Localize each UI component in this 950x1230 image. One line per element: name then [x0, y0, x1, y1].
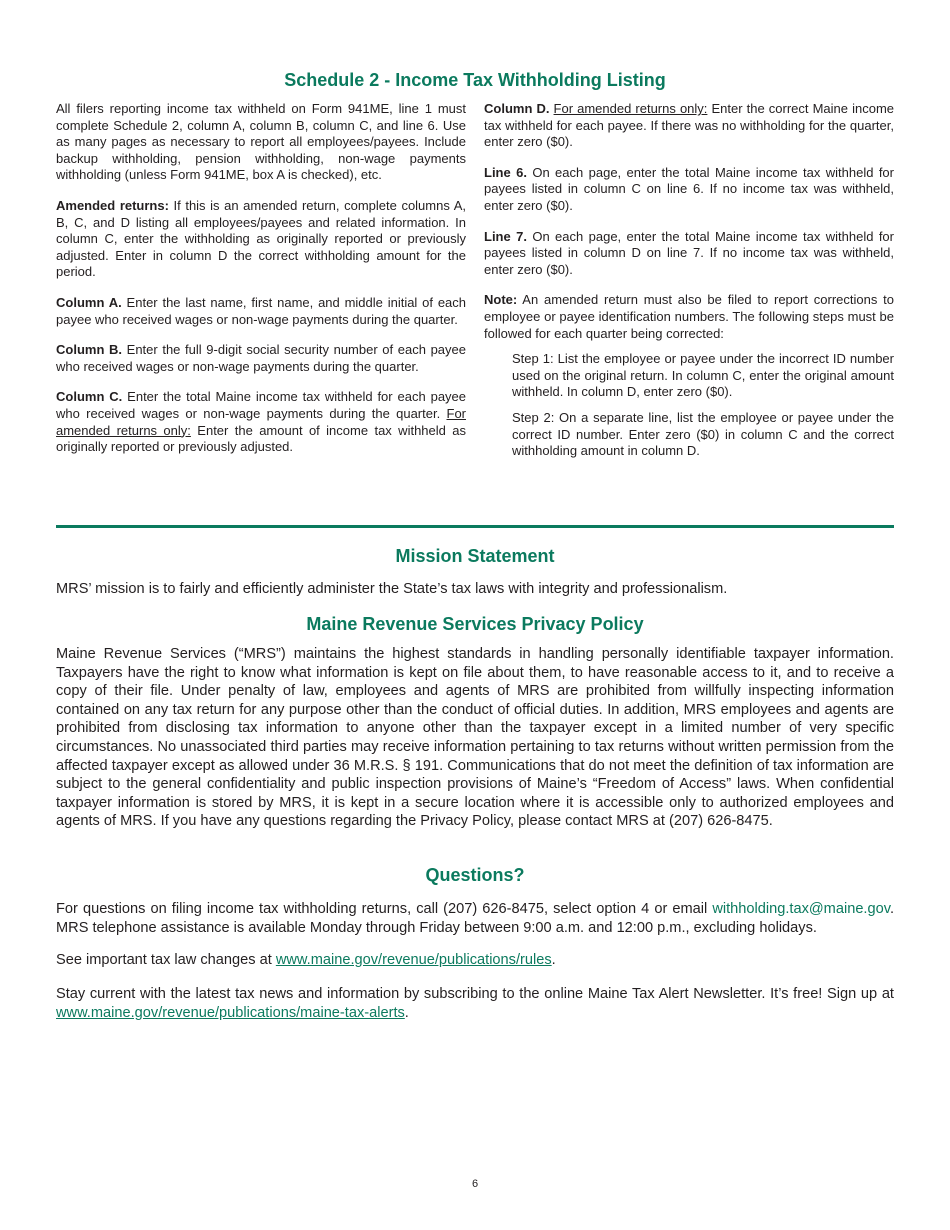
questions-p3-text-a: Stay current with the latest tax news and information by subscribing to the online Maine Tax Alert Newsletter. It’s free! Sign up at — [56, 986, 894, 1002]
column-b-paragraph — [56, 342, 466, 375]
amended-returns-text: If this is an amended return, complete columns A, B, C, and D listing all employees/payees and related information. In column C, enter the withholding as originally reported or previously adjusted. Enter in column D the correct withholding amount for the period. — [56, 197, 466, 280]
step-2: Step 2: On a separate line, list the employee or payee under the correct ID number. Enter zero ($0) in column C and the correct withholding amount in column D. — [512, 409, 894, 459]
note-paragraph — [484, 292, 894, 342]
column-d-amended-note: For amended returns only: — [553, 101, 708, 116]
privacy-title: Maine Revenue Services Privacy Policy — [306, 614, 644, 634]
questions-paragraph-1 — [56, 900, 894, 937]
column-a-label: Column A. — [56, 294, 122, 310]
column-d-text: Enter the correct Maine income tax withheld for each payee. If there was no withholding for the quarter, enter zero ($0). — [484, 101, 894, 150]
amended-returns-label: Amended returns: — [56, 197, 169, 213]
intro-paragraph: All filers reporting income tax withheld on Form 941ME, line 1 must complete Schedule 2, column A, column B, column C, and line 6. Use as many pages as necessary to report all employees/payees. Include backup withholding, pension withholding, non-wage payments withholding (unless Form 941ME, box A is checked), etc. — [56, 101, 466, 183]
tax-alerts-link[interactable]: www.maine.gov/revenue/publications/maine-tax-alerts — [56, 1004, 405, 1021]
schedule-title: Schedule 2 - Income Tax Withholding Listing — [284, 70, 666, 90]
line-7-text: On each page, enter the total Maine income tax withheld for payees listed in column D on line 7. If no income tax was withheld, enter zero ($0). — [484, 228, 894, 277]
column-d-paragraph — [484, 101, 894, 151]
questions-p1-text-a: For questions on filing income tax withholding returns, call (207) 626-8475, select option 4 or email — [56, 901, 713, 917]
questions-paragraph-2 — [56, 951, 894, 970]
questions-paragraph-3 — [56, 985, 894, 1022]
column-c-amended-note: For amended returns only: — [56, 405, 466, 438]
column-a-paragraph — [56, 295, 466, 328]
questions-p1-text-b: . MRS telephone assistance is available Monday through Friday between 9:00 a.m. and 12:00 p.m., excluding holidays. — [56, 901, 894, 936]
note-text: An amended return must also be filed to report corrections to employee or payee identification numbers. The following steps must be followed for each quarter being corrected: — [484, 292, 894, 341]
column-c-paragraph — [56, 389, 466, 455]
line-6-paragraph — [484, 165, 894, 215]
column-d-label: Column D. — [484, 101, 550, 116]
rules-link[interactable]: www.maine.gov/revenue/publications/rules — [275, 952, 552, 968]
column-c-text: Enter the total Maine income tax withheld for each payee who received wages or non-wage payments during the quarter. — [56, 389, 467, 421]
note-label: Note: — [484, 292, 518, 308]
column-b-label: Column B. — [56, 342, 123, 358]
line-6-text: On each page, enter the total Maine income tax withheld for payees listed in column C on line 6. If no income tax was withheld, enter zero ($0). — [484, 164, 894, 213]
line-6-label: Line 6. — [484, 164, 527, 180]
questions-p2-text-b: . — [551, 952, 556, 968]
amended-returns-paragraph — [56, 198, 466, 281]
mission-title: Mission Statement — [395, 546, 555, 566]
mission-text: MRS’ mission is to fairly and efficiently administer the State’s tax laws with integrity and professionalism. — [56, 581, 728, 597]
questions-p3-text-b: . — [404, 1004, 409, 1021]
column-c-text-2: Enter the amount of income tax withheld as originally reported or previously adjusted. — [56, 422, 466, 455]
privacy-text: Maine Revenue Services (“MRS”) maintains the highest standards in handling personally identifiable taxpayer information. Taxpayers have the right to know what information is kept on file about them, to have reasonable access to it, and to receive a copy of their file. Under penalty of law, employees and agents of MRS are prohibited from willfully inspecting information contained on any tax return for any purpose other than the conduct of official duties. In addition, MRS employees and agents are prohibited from disclosing tax information to anyone other than the taxpayer except in a limited number of very specific circumstances. No unassociated third parties may receive information pertaining to tax returns without written permission from the affected taxpayer except as allowed under 36 M.R.S. § 191. Communications that do not meet the definition of tax information are subject to the general confidentiality and public inspection provisions of Maine’s “Freedom of Access” laws. When confidential taxpayer information is stored by MRS, it is kept in a secure location where it is accessible only to authorized employees and agents of MRS. If you have any questions regarding the Privacy Policy, please contact MRS at (207) 626-8475. — [56, 646, 894, 830]
page-number: 6 — [471, 1178, 479, 1190]
instructions-left-column — [56, 101, 466, 470]
questions-p2-text-a: See important tax law changes at — [56, 952, 276, 968]
line-7-paragraph — [484, 229, 894, 279]
column-b-text: Enter the full 9-digit social security number of each payee who received wages or non-wage payments during the quarter. — [56, 342, 466, 374]
line-7-label: Line 7. — [484, 228, 527, 244]
questions-title: Questions? — [425, 865, 525, 885]
withholding-email-link[interactable]: withholding.tax@maine.gov — [712, 901, 890, 917]
column-c-label: Column C. — [56, 389, 123, 405]
instructions-right-column — [484, 101, 894, 469]
column-a-text: Enter the last name, first name, and middle initial of each payee who received wages or non-wage payments during the quarter. — [56, 294, 467, 327]
step-1: Step 1: List the employee or payee under the incorrect ID number used on the original return. In column C, enter the original amount withheld. In column D, enter zero ($0). — [512, 351, 894, 400]
section-divider — [56, 525, 894, 528]
